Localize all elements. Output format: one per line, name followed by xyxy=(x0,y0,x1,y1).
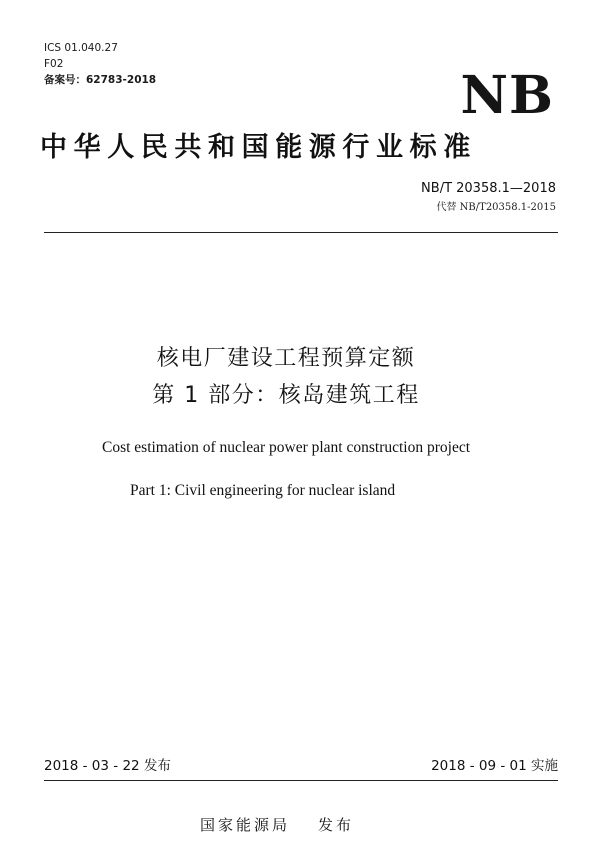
record-number: 备案号：62783-2018 xyxy=(44,74,157,86)
standard-number: NB/T 20358.1—2018 xyxy=(421,181,556,196)
title-en-line2: Part 1: Civil engineering for nuclear island xyxy=(130,482,396,499)
ics-code: ICS 01.040.27 xyxy=(44,42,118,54)
title-en-line1: Cost estimation of nuclear power plant construction project xyxy=(101,439,471,456)
title-cn-line1: 核电厂建设工程预算定额 xyxy=(156,346,416,371)
title-cn-line2: 第 1 部分：核岛建筑工程 xyxy=(152,383,420,408)
replaces-standard: 代替 NB/T20358.1-2015 xyxy=(436,202,556,213)
issuer-line xyxy=(200,814,354,836)
issue-date: 2018 - 03 - 22 发布 xyxy=(44,758,171,774)
top-divider xyxy=(44,232,558,233)
classification-code: F02 xyxy=(44,58,64,70)
nb-logo: NB xyxy=(460,65,554,126)
issuer-name: 国家能源局 xyxy=(200,816,291,834)
bottom-divider xyxy=(44,780,558,781)
standard-type-heading: 中华人民共和国能源行业标准 xyxy=(40,132,477,163)
implementation-date: 2018 - 09 - 01 实施 xyxy=(431,758,558,774)
issuer-action: 发布 xyxy=(318,816,355,834)
